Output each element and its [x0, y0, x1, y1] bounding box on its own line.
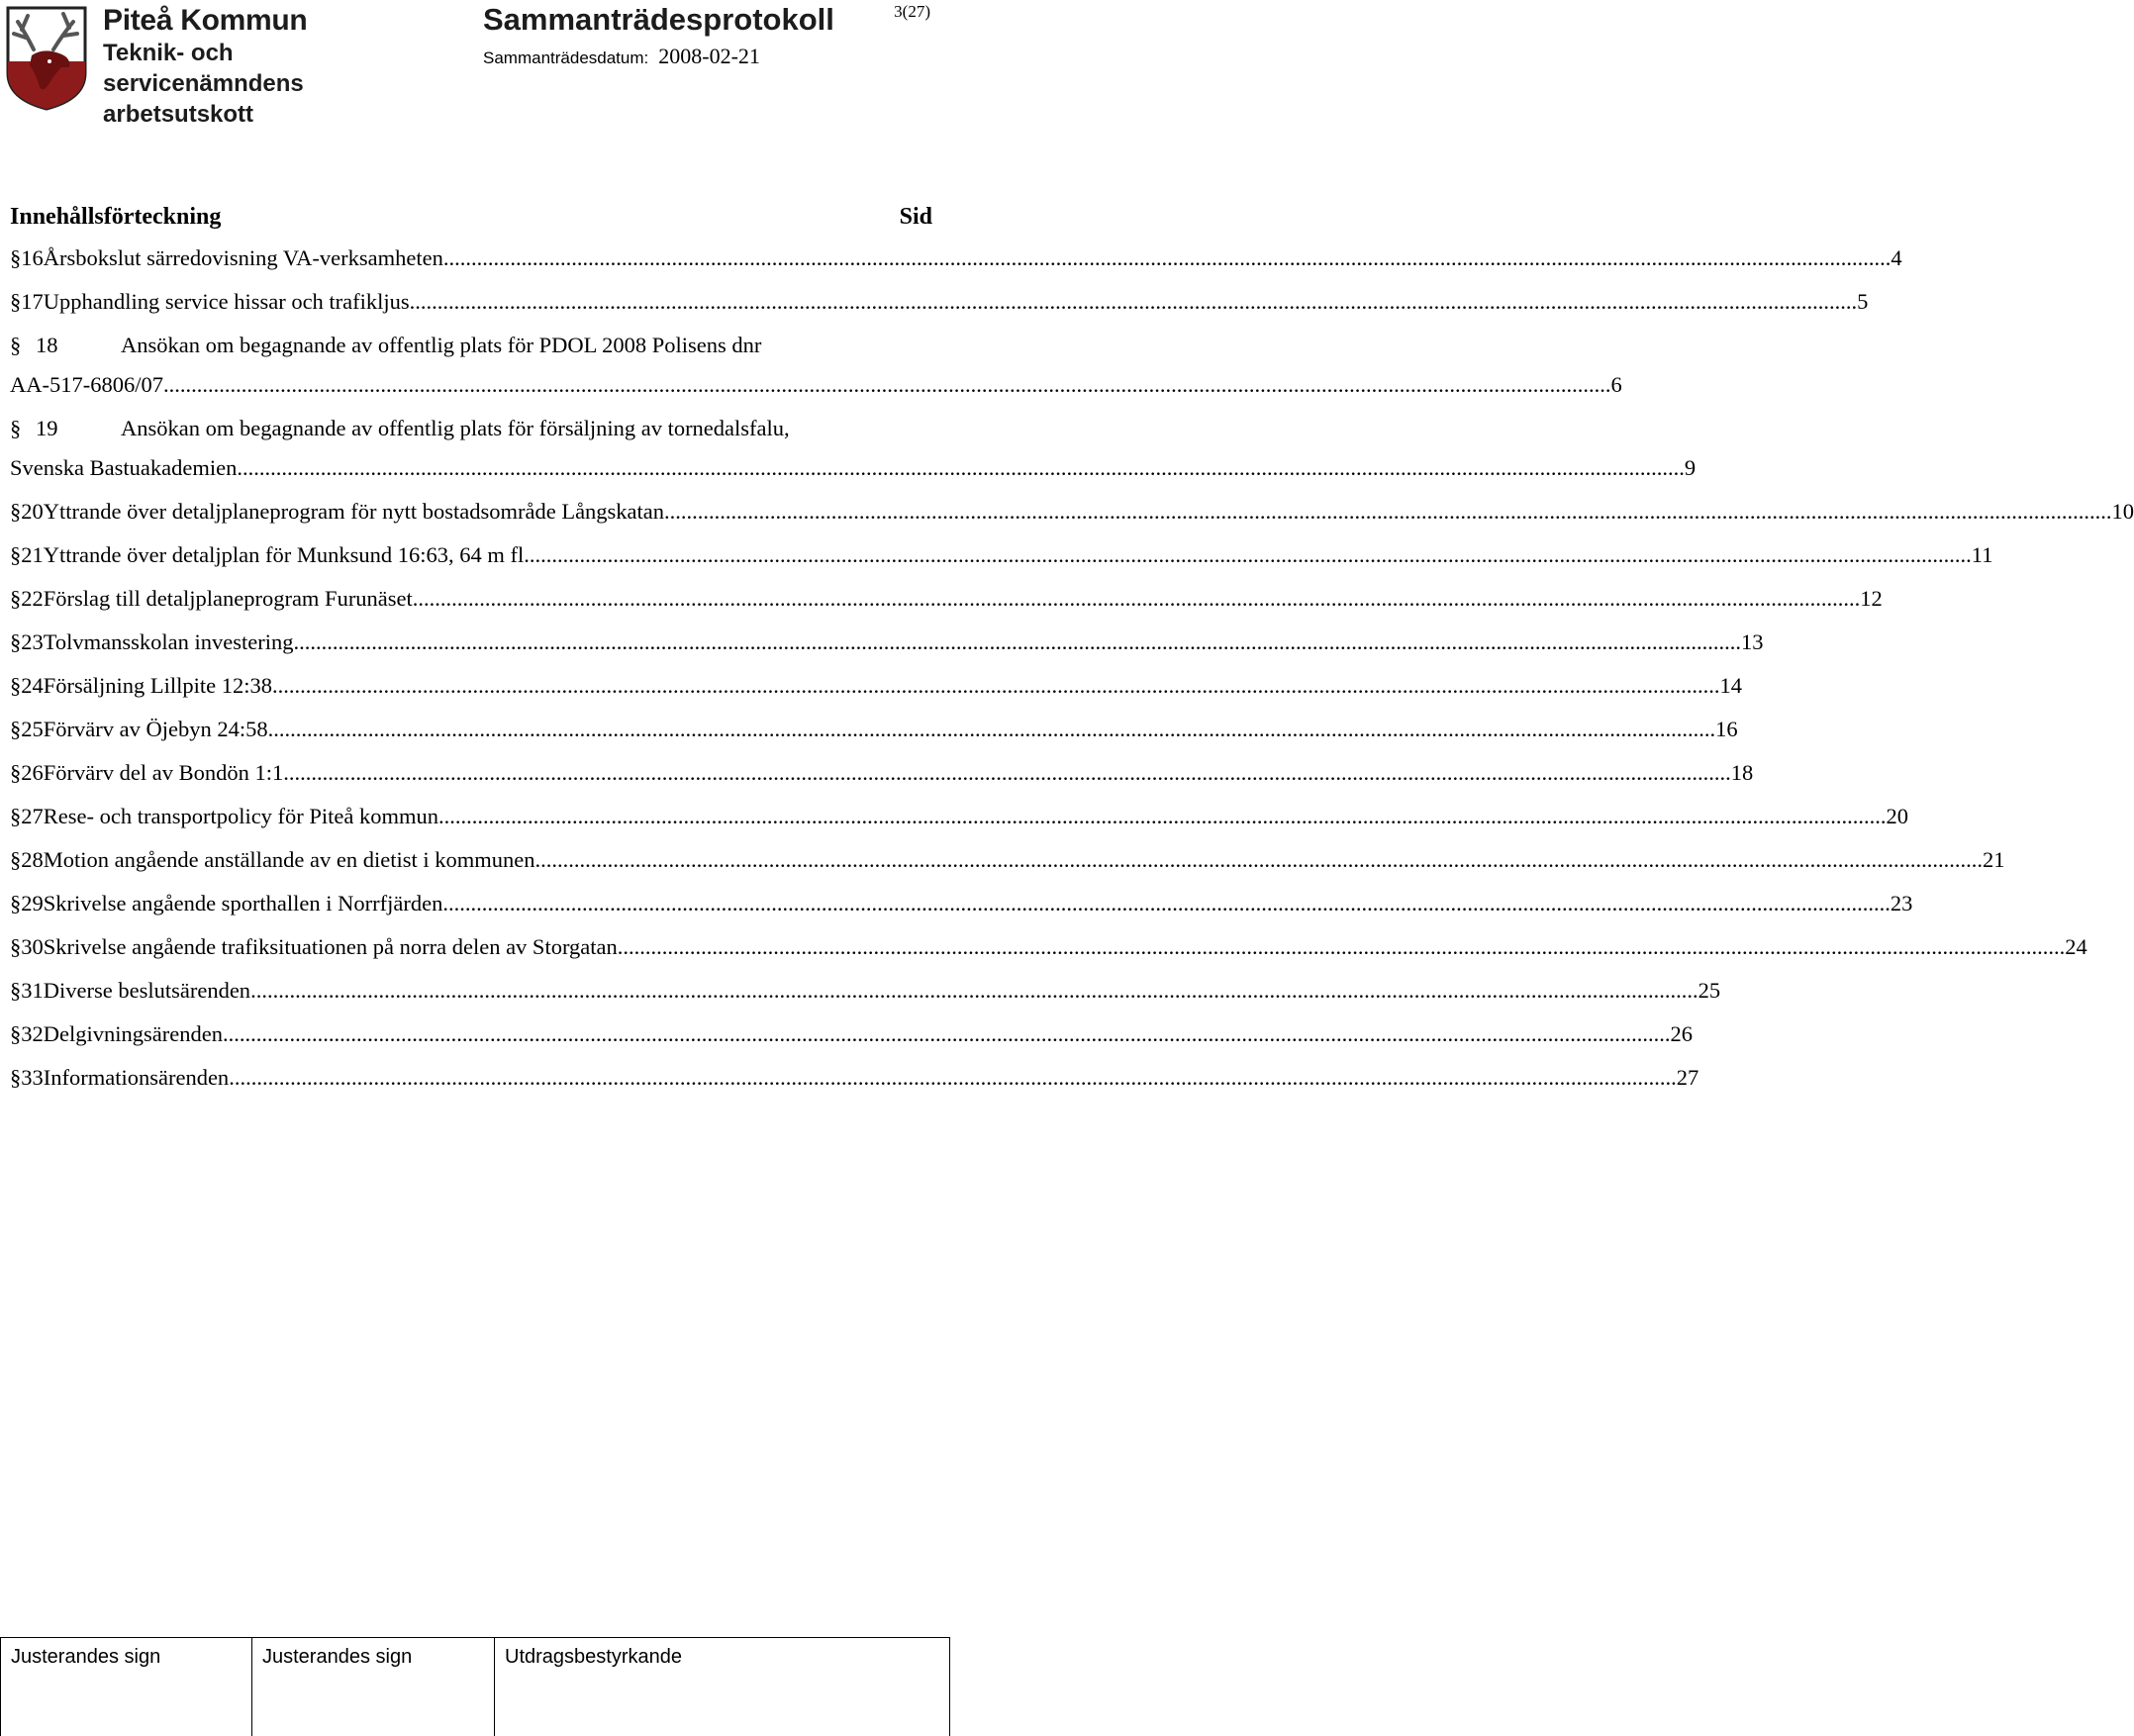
section-number: 17: [21, 289, 44, 314]
entry-page: 5: [1857, 289, 1869, 314]
entry-title: Skrivelse angående sporthallen i Norrfjärden: [43, 891, 443, 916]
entry-title: Diverse beslutsärenden: [43, 978, 251, 1003]
signature-footer: [0, 1637, 950, 1736]
signature-box-adjuster-1: [0, 1638, 252, 1736]
entry-page: 14: [1719, 673, 1742, 698]
entry-title: Motion angående anställande av en dietist i kommunen: [43, 847, 535, 872]
dot-leader: [535, 846, 1984, 874]
entry-title: Förslag till detaljplaneprogram Furunäset: [43, 586, 413, 611]
toc-entry[interactable]: [10, 1064, 1699, 1092]
dot-leader: [294, 628, 1742, 656]
section-number: 23: [21, 629, 44, 654]
entry-page: 12: [1860, 586, 1883, 611]
document-title: Sammanträdesprotokoll: [483, 2, 834, 37]
municipal-coat-of-arms-logo: [4, 4, 89, 111]
entry-title: Yttrande över detaljplaneprogram för nytt bostadsområde Långskatan: [43, 499, 665, 524]
section-symbol: §: [10, 847, 22, 872]
municipality-name: Piteå Kommun: [103, 4, 308, 37]
entry-page: 20: [1886, 804, 1909, 828]
dot-leader: [442, 890, 1891, 917]
dot-leader: [229, 1064, 1677, 1092]
entry-title: Skrivelse angående trafiksituationen på norra delen av Storgatan: [43, 934, 618, 959]
entry-page: 13: [1741, 629, 1764, 654]
organization-block: [103, 4, 307, 130]
section-symbol: §: [10, 289, 22, 314]
entry-page: 4: [1891, 245, 1902, 270]
section-number: 20: [21, 499, 44, 524]
section-symbol: §: [10, 416, 22, 440]
toc-entry[interactable]: [10, 933, 2087, 961]
toc-entry[interactable]: [10, 541, 1993, 569]
committee-name-line1: Teknik- och: [103, 40, 234, 66]
dot-leader: [413, 585, 1861, 613]
section-number: 28: [21, 847, 44, 872]
signature-label: Justerandes sign: [262, 1646, 413, 1668]
entry-title: Ansökan om begagnande av offentlig plats för PDOL 2008 Polisens dnr: [121, 333, 762, 357]
dot-leader: [524, 541, 1972, 569]
committee-name-line3: arbetsutskott: [103, 101, 254, 128]
section-symbol: §: [10, 891, 22, 916]
toc-entry[interactable]: [10, 415, 1697, 482]
section-number: 33: [21, 1065, 44, 1090]
signature-label: Utdragsbestyrkande: [505, 1646, 682, 1668]
section-symbol: §: [10, 245, 22, 270]
meeting-date-label: Sammanträdesdatum:: [483, 48, 649, 67]
toc-entry[interactable]: [10, 585, 1883, 613]
toc-entry[interactable]: [10, 498, 2134, 526]
section-number: 30: [21, 934, 44, 959]
section-symbol: §: [10, 760, 22, 785]
section-number: 22: [21, 586, 44, 611]
toc-entry[interactable]: [10, 332, 1622, 399]
section-number: 26: [21, 760, 44, 785]
entry-title: Delgivningsärenden: [43, 1021, 223, 1046]
meeting-date-value: 2008-02-21: [658, 44, 760, 68]
entry-page: 24: [2065, 934, 2087, 959]
dot-leader: [250, 977, 1698, 1005]
entry-title: Informationsärenden: [43, 1065, 230, 1090]
entry-title: Yttrande över detaljplan för Munksund 16:63, 64 m fl: [43, 542, 525, 567]
section-symbol: §: [10, 629, 22, 654]
section-symbol: §: [10, 934, 22, 959]
toc-entry[interactable]: [10, 890, 1913, 917]
section-symbol: §: [10, 1065, 22, 1090]
toc-entry[interactable]: [10, 672, 1742, 700]
toc-page-column-heading: Sid: [899, 204, 932, 230]
section-number: 18: [36, 333, 58, 357]
entry-title: Förvärv del av Bondön 1:1: [43, 760, 284, 785]
signature-label: Justerandes sign: [11, 1646, 161, 1668]
toc-entry[interactable]: [10, 244, 1902, 272]
dot-leader: [163, 371, 1611, 399]
section-symbol: §: [10, 542, 22, 567]
dot-leader: [410, 288, 1858, 316]
entry-page: 18: [1730, 760, 1754, 785]
dot-leader: [618, 933, 2066, 961]
entry-title: Förvärv av Öjebyn 24:58: [43, 717, 268, 741]
committee-name-line2: servicenämndens: [103, 70, 304, 97]
entry-page: 26: [1670, 1021, 1693, 1046]
table-of-contents: [10, 244, 2134, 1108]
entry-page: 9: [1684, 455, 1697, 480]
toc-entry[interactable]: [10, 1020, 1693, 1048]
entry-page: 27: [1676, 1065, 1699, 1090]
section-symbol: §: [10, 586, 22, 611]
signature-box-certification: [495, 1638, 950, 1736]
section-number: 29: [21, 891, 44, 916]
signature-box-adjuster-2: [252, 1638, 495, 1736]
entry-title: Upphandling service hissar och trafikljus: [43, 289, 410, 314]
entry-title: Ansökan om begagnande av offentlig plats för försäljning av tornedalsfalu,: [121, 416, 790, 440]
dot-leader: [438, 803, 1887, 830]
page-number: 3(27): [894, 2, 930, 21]
dot-leader: [223, 1020, 1671, 1048]
entry-page: 23: [1890, 891, 1913, 916]
dot-leader: [283, 759, 1731, 787]
section-number: 27: [21, 804, 44, 828]
entry-page: 11: [1971, 542, 1993, 567]
section-symbol: §: [10, 804, 22, 828]
entry-page: 21: [1983, 847, 2005, 872]
dot-leader: [664, 498, 2112, 526]
entry-title: Årsbokslut särredovisning VA-verksamheten: [43, 245, 443, 270]
section-number: 24: [21, 673, 44, 698]
entry-title: Försäljning Lillpite 12:38: [43, 673, 272, 698]
dot-leader: [237, 454, 1685, 482]
toc-entry[interactable]: [10, 759, 1754, 787]
entry-title: Tolvmansskolan investering: [43, 629, 294, 654]
section-number: 19: [36, 416, 58, 440]
toc-entry[interactable]: [10, 977, 1721, 1005]
entry-title-continuation: Svenska Bastuakademien: [10, 455, 238, 480]
section-number: 16: [21, 245, 44, 270]
section-symbol: §: [10, 673, 22, 698]
entry-page: 16: [1715, 717, 1738, 741]
entry-title: Rese- och transportpolicy för Piteå kommun: [43, 804, 439, 828]
entry-page: 25: [1698, 978, 1721, 1003]
toc-entry[interactable]: [10, 628, 1764, 656]
toc-entry[interactable]: [10, 288, 1869, 316]
section-symbol: §: [10, 717, 22, 741]
section-symbol: §: [10, 1021, 22, 1046]
entry-page: 10: [2111, 499, 2134, 524]
meeting-date-row: [483, 44, 760, 69]
section-number: 32: [21, 1021, 44, 1046]
toc-heading: Innehållsförteckning: [10, 204, 222, 230]
entry-page: 6: [1610, 372, 1622, 397]
toc-entry[interactable]: [10, 846, 2005, 874]
section-symbol: §: [10, 978, 22, 1003]
section-symbol: §: [10, 499, 22, 524]
entry-title-continuation: AA-517-6806/07: [10, 372, 163, 397]
section-number: 25: [21, 717, 44, 741]
dot-leader: [268, 716, 1716, 743]
toc-heading-row: [10, 204, 932, 231]
section-number: 31: [21, 978, 44, 1003]
dot-leader: [272, 672, 1720, 700]
section-number: 21: [21, 542, 44, 567]
toc-entry[interactable]: [10, 716, 1738, 743]
dot-leader: [443, 244, 1892, 272]
toc-entry[interactable]: [10, 803, 1909, 830]
section-symbol: §: [10, 333, 22, 357]
